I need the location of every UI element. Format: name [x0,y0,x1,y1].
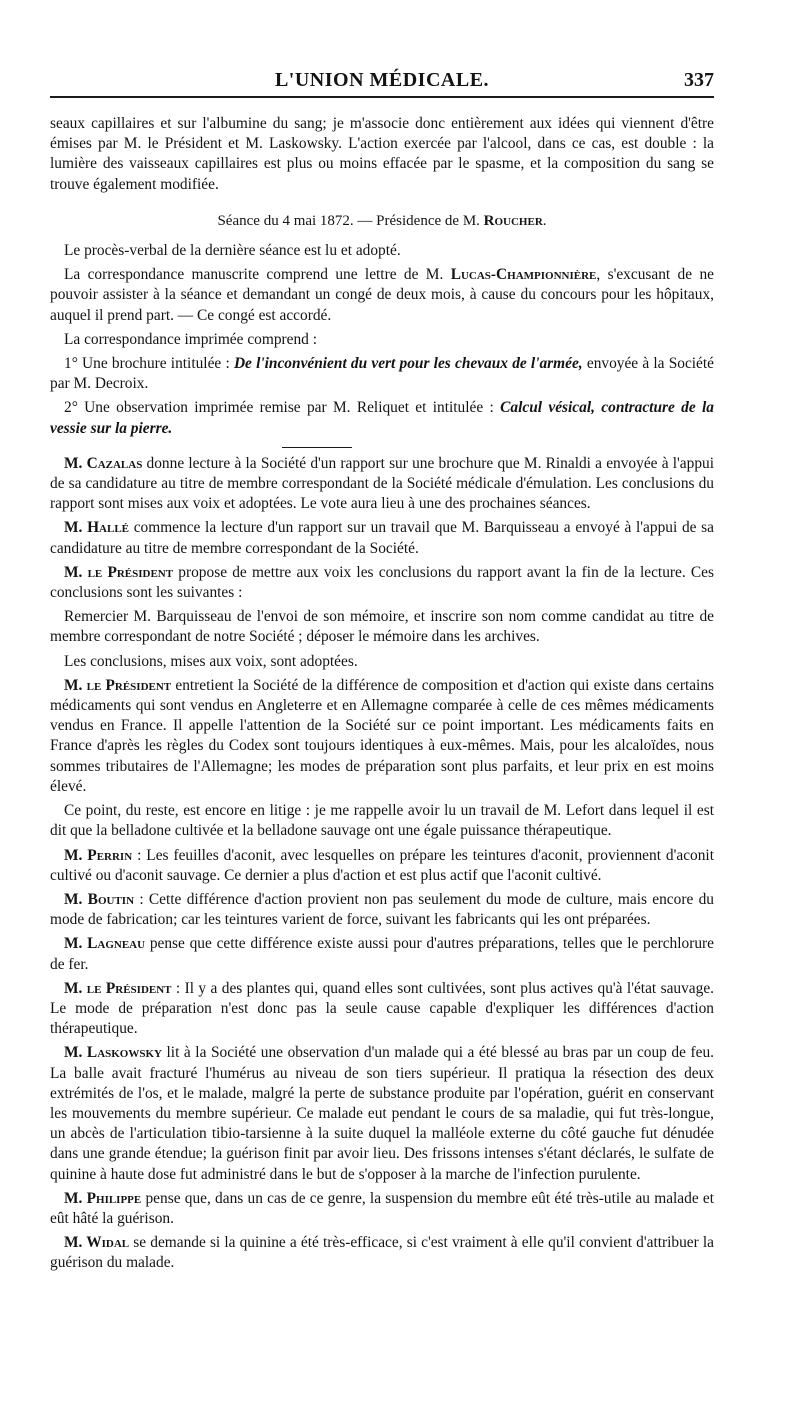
text: pense que, dans un cas de ce genre, la suspension du membre eût été très-utile au malade et eût hâté la guérison. [50,1189,715,1227]
text: , s'excusant de ne pouvoir assister à la séance et demandant un congé de deux mois, à cause du concours pour les hôpitaux, auquel il prend part. — Ce congé est accordé. [50,266,714,324]
person-name: Lucas-Championnière [450,266,597,284]
paragraph-halle [50,518,714,558]
speaker-name: M. le Président [64,676,172,694]
paragraph-president-1 [50,563,714,603]
paragraph-correspondance-imprimee: La correspondance imprimée comprend : [64,330,317,348]
paragraph-cazalas [50,454,714,515]
text: 2° Une observation imprimée remise par M. Reliquet et intitulée : [64,399,501,417]
paragraph-proces-verbal: Le procès-verbal de la dernière séance est lu et adopté. [64,242,401,260]
text: envoyée à la Société par M. Decroix. [50,355,714,393]
speaker-name: M. Laskowsky [64,1044,162,1062]
work-title: Calcul vésical, contracture de la vessie sur la pierre. [50,399,714,437]
speaker-name: M. Cazalas [64,454,143,472]
paragraph-philippe [50,1189,714,1229]
separator-rule [282,447,352,448]
intro-paragraph: seaux capillaires et sur l'albumine du sang; je m'associe donc entièrement aux idées qui viennent d'être émises par M. le Président et M. Laskowsky. L'action exercée par l'alcool, dans ce cas, est double : la lumière des vaisseaux capillaires est plus ou moins effacée par le spasme, et la composition du sang se trouve également modifiée. [50,115,714,193]
text: La correspondance manuscrite comprend une lettre de M. [64,266,451,284]
text: donne lecture à la Société d'un rapport sur une brochure que M. Rinaldi a envoyée à l'appui de sa candidature au titre de membre correspondant de la Société médicale d'émulation. Les conclusions du rapport sont mises aux voix et adoptées. Le vote aura lieu à une des prochaines séances. [50,454,714,513]
speaker-name: M. le Président [64,979,172,997]
session-heading [50,211,714,231]
speaker-name: M. Boutin [64,890,135,908]
page-number: 337 [684,69,714,91]
paragraph-president-3 [50,979,714,1040]
paragraph-widal [50,1233,714,1273]
paragraph-remercier: Remercier M. Barquisseau de l'envoi de son mémoire, et inscrire son nom comme candidat au titre de membre correspondant de notre Société ; déposer le mémoire dans les archives. [50,608,714,646]
paragraph-litige: Ce point, du reste, est encore en litige : je me rappelle avoir lu un travail de M. Lefort dans lequel il est dit que la belladone cultivée et la belladone sauvage ont une égale puissance thérapeutique. [50,802,714,840]
text: : Il y a des plantes qui, quand elles sont cultivées, sont plus actives qu'à l'état sauvage. Le mode de préparation n'est donc pas la seule cause capable d'expliquer les différences d'action thérapeutique. [50,979,714,1038]
text: commence la lecture d'un rapport sur un travail que M. Barquisseau a envoyé à l'appui de sa candidature au titre de membre correspondant de la Société. [50,519,714,557]
text: : Cette différence d'action provient non pas seulement du mode de culture, mais encore du mode de fabrication; car les teintures varient de force, suivant les fabricants qui les ont préparées. [50,890,714,929]
speaker-name: M. Philippe [64,1189,142,1207]
session-end: . [542,212,547,229]
journal-title: L'UNION MÉDICALE. [274,69,490,91]
paragraph-boutin [50,890,714,930]
session-president: Roucher [483,212,543,229]
speaker-name: M. Lagneau [64,935,146,953]
text: entretient la Société de la différence de composition et d'action qui existe dans certains médicaments qui sont vendus en Angleterre et en Allemagne comparée à celle de ces mêmes médicaments vendus en France. Il appelle l'attention de la Société sur ce point important. Les médicaments faits en France d'après les règles du Codex sont toujours identiques à eux-mêmes. Mais, pour les alcaloïdes, nous sommes tributaires de l'Allemagne; les modes de préparation sont plus parfaits, et leur prix en est moins élevé. [50,676,715,795]
article-body [50,114,714,1274]
paragraph-correspondance [50,265,714,326]
speaker-name: M. Hallé [64,519,129,537]
text: : Les feuilles d'aconit, avec lesquelles on prépare les teintures d'aconit, proviennent d'aconit cultivé ou d'aconit sauvage. Ce dernier a plus d'action et est plus actif que l'aconit cultivé. [50,846,714,884]
running-header [50,66,714,98]
text: pense que cette différence existe aussi pour d'autres préparations, telles que le perchlorure de fer. [50,935,714,973]
paragraph-president-2 [50,676,714,797]
session-date: Séance du 4 mai 1872. — Présidence de M. [217,212,484,229]
text: se demande si la quinine a été très-efficace, si c'est vraiment à elle qu'il convient d'attribuer la guérison du malade. [50,1234,714,1272]
text: lit à la Société une observation d'un malade qui a été blessé au bras par un coup de feu. La balle avait fracturé l'humérus au niveau de son tiers supérieur. Il pratiqua la résection des deux extrémités de l'os, et le malade, malgré la perte de substance produite par l'opération, guérit en conservant les mouvements du membre supérieur. Ce malade eut pendant le cours de sa maladie, qui fut très-longue, un abcès de l'articulation tibio-tarsienne à la suite duquel la malléole externe du côté gauche fut dénudée dans une grande étendue; la guérison finit par avoir lieu. Des frissons intenses s'étant déclarés, le sulfate de quinine à haute dose fut administré dans le but de s'opposer à la marche de l'infection purulente. [50,1044,714,1183]
list-item-1 [50,354,714,394]
paragraph-conclusions: Les conclusions, mises aux voix, sont adoptées. [64,652,358,670]
paragraph-laskowsky [50,1043,714,1184]
work-title: De l'inconvénient du vert pour les chevaux de l'armée, [233,355,583,373]
speaker-name: M. le Président [64,563,174,581]
speaker-name: M. Perrin [64,846,133,864]
text: propose de mettre aux voix les conclusions du rapport avant la fin de la lecture. Ces conclusions sont les suivantes : [50,563,714,602]
paragraph-lagneau [50,934,714,974]
list-item-2 [50,398,714,438]
speaker-name: M. Widal [64,1234,130,1252]
text: 1° Une brochure intitulée : [64,355,234,373]
paragraph-perrin [50,846,714,886]
